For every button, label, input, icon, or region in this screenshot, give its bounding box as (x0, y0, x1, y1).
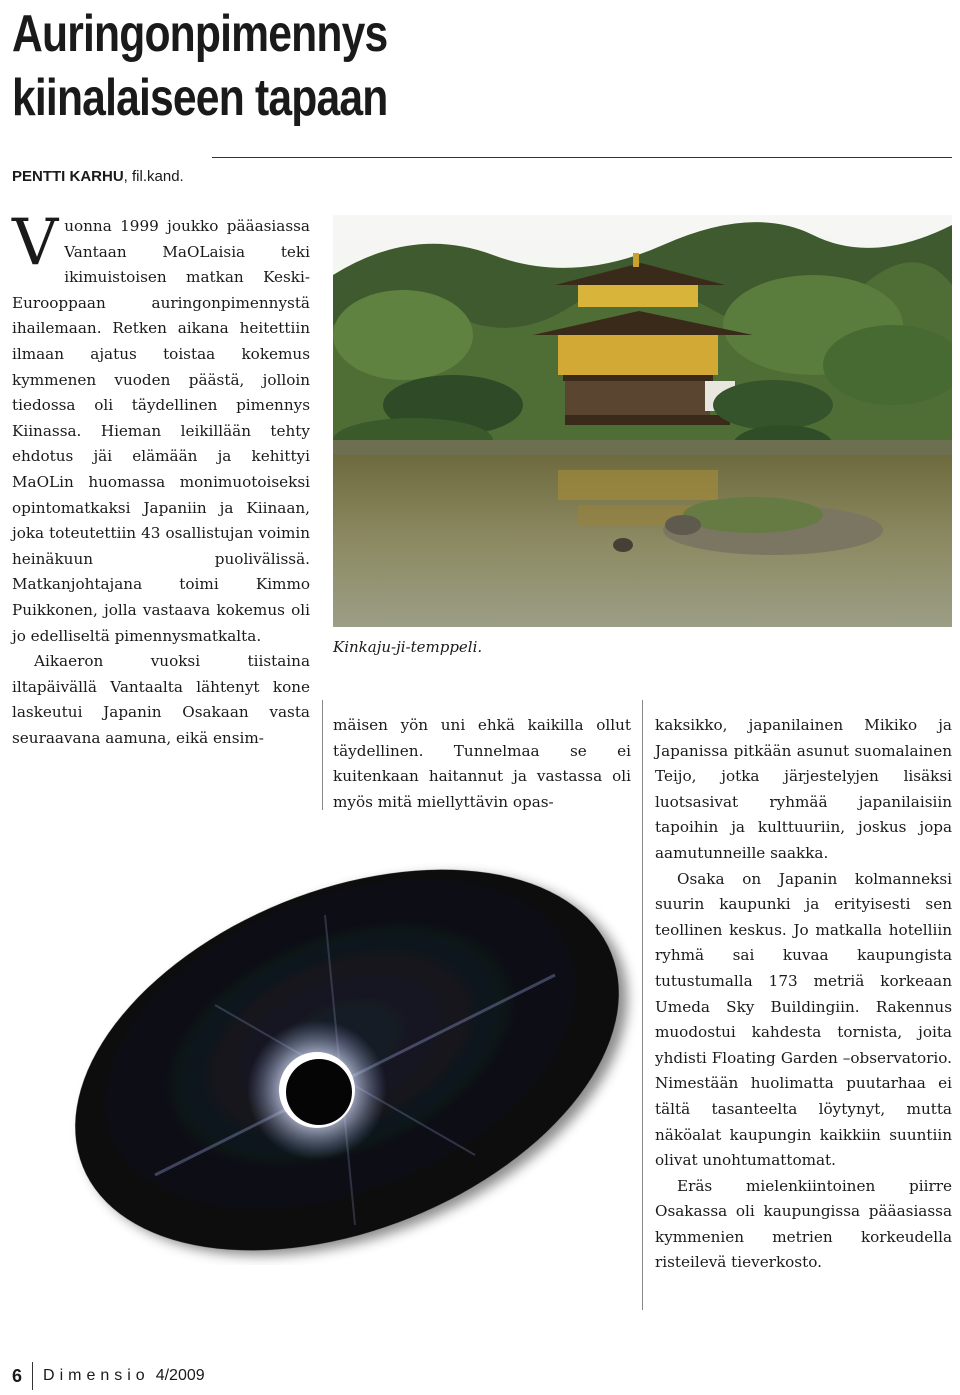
column-divider (322, 700, 323, 810)
paragraph: Eräs mielenkiintoinen piirre Osakassa oli kaupungissa pääasiassa kymmenien metrien korkeudella risteilevä tieverkosto. (655, 1176, 952, 1272)
author-degree: , fil.kand. (123, 168, 184, 185)
page-footer (12, 1362, 205, 1390)
temple-photo (333, 215, 952, 627)
byline (12, 168, 184, 185)
paragraph (12, 206, 310, 649)
footer-divider (32, 1362, 33, 1390)
paragraph-text: uonna 1999 joukko pääasiassa Vantaan MaOLaisia teki ikimuistoisen matkan Keski-Eurooppaan auringonpimennystä ihailemaan. Retken aikana heitettiin ilmaan ajatus toistaa kokemus kymmenen vuoden päästä, jolloin tiedossa oli täydellinen pimennys Kiinassa. Hieman leikillään tehty ehdotus jäi elämään ja kehittyi MaOLin huomassa monimuotoiseksi opintomatkaksi Japaniin ja Kiinaan, joka toteutettiin 43 osallistujan voimin heinäkuun puolivälissä. Matkanjohtajana toimi Kimmo Puikkonen, jolla vastaava kokemus oli jo edelliseltä pimennysmatkalta. (12, 217, 310, 645)
paragraph: mäisen yön uni ehkä kaikilla ollut täydellinen. Tunnelmaa se ei kuitenkaan haitannut ja vastassa oli myös mitä miellyttävin opas- (333, 716, 631, 811)
title-line-2: kiinalaiseen tapaan (12, 69, 388, 127)
title-rule (212, 157, 952, 158)
text-column-1 (12, 206, 310, 751)
page-number: 6 (12, 1365, 23, 1386)
paragraph: kaksikko, japanilainen Mikiko ja Japanissa pitkään asunut suomalainen Teijo, jotka järjestelyjen lisäksi luotsasivat ryhmää japanilaisiin tapoihin ja kulttuuriin, joskus jopa aamutunneille saakka. (655, 716, 952, 862)
magazine-name: Dimensio (43, 1367, 150, 1384)
paragraph: Aikaeron vuoksi tiistaina iltapäivällä Vantaalta lähtenyt kone laskeutui Japanin Osakaan vasta seuraavana aamuna, eikä ensim- (12, 652, 310, 747)
article-title (12, 2, 387, 130)
paragraph: Osaka on Japanin kolmanneksi suurin kaupunki ja erityisesti sen teollinen keskus. Jo matkalla hotelliin ryhmä sai kuvaa kaupungista tutustumalla 173 metriä korkeaan Umeda Sky Buildingiin. Rakennus muodostui kahdesta tornista, joita yhdisti Floating Garden –observatorio. Nimestään huolimatta puutarhaa ei tältä tasanteelta löytynyt, mutta näköalat kaupungin kaikkiin suuntiin olivat unohtumattomat. (655, 869, 952, 1170)
photo-caption: Kinkaju-ji-temppeli. (333, 638, 483, 656)
text-column-3 (655, 713, 952, 1276)
author-name: PENTTI KARHU (12, 168, 124, 185)
column-divider (642, 700, 643, 1310)
eclipse-photo (55, 855, 640, 1265)
text-column-2 (333, 713, 631, 815)
drop-cap: V (12, 206, 59, 280)
title-line-1: Auringonpimennys (12, 5, 388, 63)
issue-number: 4/2009 (155, 1367, 205, 1384)
